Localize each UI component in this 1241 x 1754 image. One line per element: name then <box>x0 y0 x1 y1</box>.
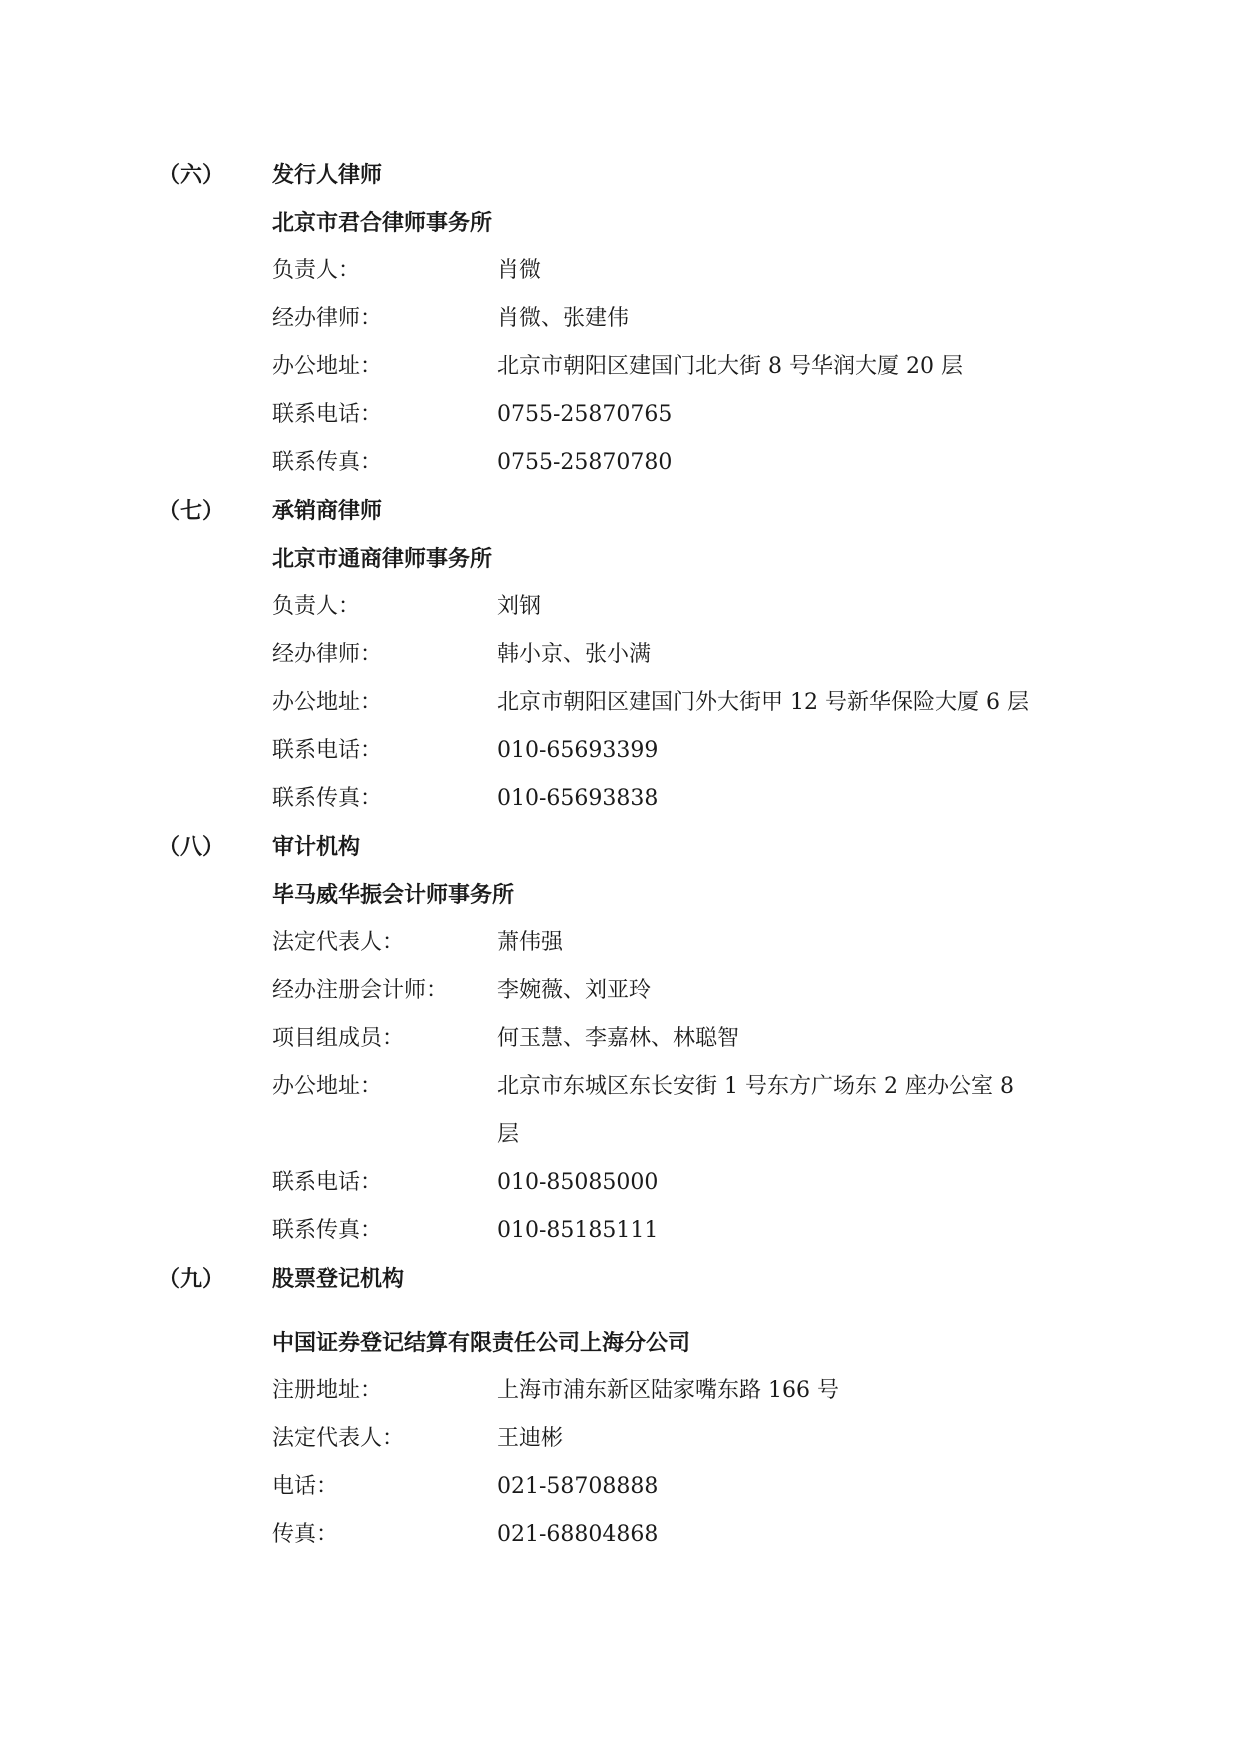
field-value: 王迪彬 <box>497 1426 564 1451</box>
field-label: 经办注册会计师： <box>272 978 449 1003</box>
field-label: 办公地址： <box>272 354 383 379</box>
field-value: 刘钢 <box>497 594 542 619</box>
field-label: 法定代表人： <box>272 1426 405 1451</box>
section-title: 承销商律师 <box>272 498 383 524</box>
field-label: 法定代表人： <box>272 930 405 955</box>
section-number: （九） <box>158 1266 225 1292</box>
field-value: 北京市朝阳区建国门外大街甲 12 号新华保险大厦 6 层 <box>497 690 1029 715</box>
organization-name: 北京市君合律师事务所 <box>272 210 493 236</box>
field-value: 上海市浦东新区陆家嘴东路 166 号 <box>497 1378 839 1403</box>
field-label: 负责人： <box>272 258 361 283</box>
field-value: 北京市东城区东长安街 1 号东方广场东 2 座办公室 8 <box>497 1074 1014 1099</box>
field-label: 电话： <box>272 1474 339 1499</box>
section-number: （七） <box>158 498 225 524</box>
field-value: 韩小京、张小满 <box>497 642 652 667</box>
field-label: 经办律师： <box>272 306 383 331</box>
field-label: 经办律师： <box>272 642 383 667</box>
field-value: 李婉薇、刘亚玲 <box>497 978 652 1003</box>
field-label: 联系传真： <box>272 450 383 475</box>
section-title: 发行人律师 <box>272 162 383 188</box>
organization-name: 北京市通商律师事务所 <box>272 546 493 572</box>
field-label: 办公地址： <box>272 690 383 715</box>
organization-name: 毕马威华振会计师事务所 <box>272 882 515 908</box>
field-label: 联系电话： <box>272 1170 383 1195</box>
field-label: 项目组成员： <box>272 1026 405 1051</box>
field-value: 萧伟强 <box>497 930 564 955</box>
field-value: 肖微 <box>497 258 542 283</box>
field-label: 联系电话： <box>272 402 383 427</box>
field-value: 010-85185111 <box>497 1218 659 1243</box>
field-label: 负责人： <box>272 594 361 619</box>
organization-name: 中国证券登记结算有限责任公司上海分公司 <box>272 1330 691 1356</box>
field-label: 注册地址： <box>272 1378 383 1403</box>
field-value-continuation: 层 <box>497 1122 520 1147</box>
field-value: 0755-25870780 <box>497 450 673 475</box>
field-value: 北京市朝阳区建国门北大街 8 号华润大厦 20 层 <box>497 354 963 379</box>
field-value: 何玉慧、李嘉林、林聪智 <box>497 1026 740 1051</box>
field-value: 肖微、张建伟 <box>497 306 630 331</box>
field-value: 021-58708888 <box>497 1474 659 1499</box>
section-number: （八） <box>158 834 225 860</box>
field-value: 0755-25870765 <box>497 402 673 427</box>
field-label: 办公地址： <box>272 1074 383 1099</box>
section-title: 股票登记机构 <box>272 1266 405 1292</box>
field-label: 联系传真： <box>272 786 383 811</box>
field-label: 传真： <box>272 1522 339 1547</box>
field-value: 021-68804868 <box>497 1522 659 1547</box>
field-label: 联系传真： <box>272 1218 383 1243</box>
field-label: 联系电话： <box>272 738 383 763</box>
field-value: 010-65693838 <box>497 786 659 811</box>
field-value: 010-85085000 <box>497 1170 659 1195</box>
section-number: （六） <box>158 162 225 188</box>
field-value: 010-65693399 <box>497 738 659 763</box>
section-title: 审计机构 <box>272 834 361 860</box>
